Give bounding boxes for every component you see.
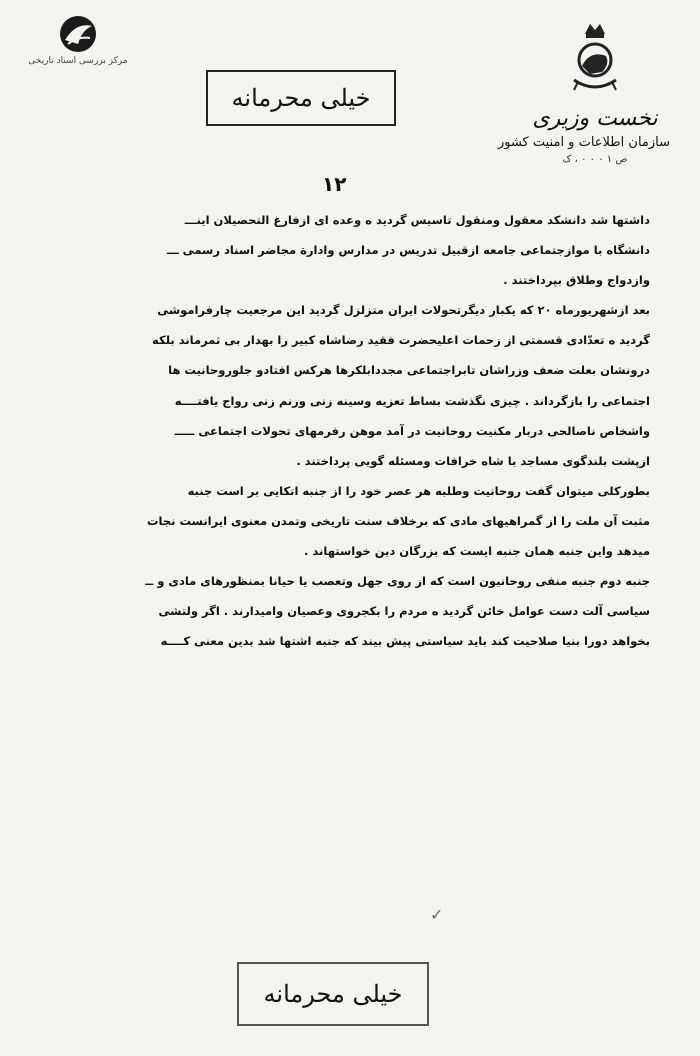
body-line: گردید ه تعدّادی قسمتی از زحمات اعلیحضرت فقید رضاشاه کبیر را بهدار بی ثمرماند بلکه: [152, 333, 650, 348]
body-line: درونشان بعلت ضعف وزراشان تابراجتماعی مجددابلکرها هرکس افتادو جلوروحانیت ها: [168, 363, 650, 378]
body-line: دانشگاه با موازجتماعی جامعه ازقبیل تدریس در مدارس وادارة مجاضر اسناد رسمی ـــ: [166, 243, 650, 258]
letterhead: [497, 20, 670, 165]
archive-logo: [18, 14, 138, 74]
body-line: داشتها شد دانشکد معقول ومنقول تاسیس گردید ه وعده ای ازفارغ التحصیلان اینـــ: [184, 213, 650, 227]
body-line: ازپشت بلندگوی مساجد با شاه خرافات ومسئله گویی پرداختند .: [296, 453, 650, 468]
page-number: ۱۲: [322, 172, 347, 196]
organization-name: سازمان اطلاعات و امنیت کشور: [497, 135, 670, 150]
document-body: [40, 205, 650, 656]
body-line: وازدواج وطلاق بپرداختند .: [503, 273, 650, 288]
body-line: واشخاص ناصالحی دربار مکنیت روحانیت در آمد موهن رفرمهای تحولات اجتماعی ـــــ: [174, 423, 650, 438]
classification-stamp-top: خیلی محرمانه: [206, 70, 396, 126]
pen-mark: ✓: [430, 905, 444, 924]
body-line: بخواهد دورا بنیا صلاحیت کند باید سیاستی پیش بیند که جنبه اشتها شد بدین معنی کــــه: [160, 634, 650, 649]
body-line: بعد ازشهریورماه ۲۰ که یکبار دیگرتحولات ایران متزلزل گردید این مرجعیت چارفراموشی: [157, 303, 650, 318]
body-line: سیاسی آلت دست عوامل خائن گردید ه مردم را بکجروی وعصیان وامیدارند . اگر ولتشی: [158, 604, 650, 619]
body-line: میدهد واین جنبه همان جنبه ایست که بزرگان دین خواستهاند .: [304, 544, 650, 559]
body-line: بطورکلی میتوان گفت روحانیت وطلبه هر عصر خود را از جنبه اتکایی بر است جنبه: [187, 483, 650, 498]
classification-stamp-bottom: خیلی محرمانه: [237, 962, 429, 1026]
body-line: اجتماعی را بازگرداند . چیزی نگذشت بساط تعزیه وسینه زنی ورنم زنی رواج یافتــــه: [174, 393, 650, 408]
lion-and-sun-emblem-icon: [560, 20, 630, 100]
archive-logo-icon: [56, 14, 100, 54]
body-line: جنبه دوم جنبه منفی روحانیون است که از روی جهل وتعصب یا حیانا بمنظورهای مادی و ــ: [145, 574, 650, 589]
body-line: مثبت آن ملت را از گمراهیهای مادی که برخلاف سنت تاریخی وتمدن معنوی ایرانست نجات: [146, 513, 650, 528]
reference-number: ص ۱ ۰ ۰ ۰ ، ک: [562, 154, 628, 165]
archive-name: مرکز بررسی اسناد تاریخی: [28, 56, 128, 66]
ministry-title: نخست وزیری: [532, 106, 658, 131]
